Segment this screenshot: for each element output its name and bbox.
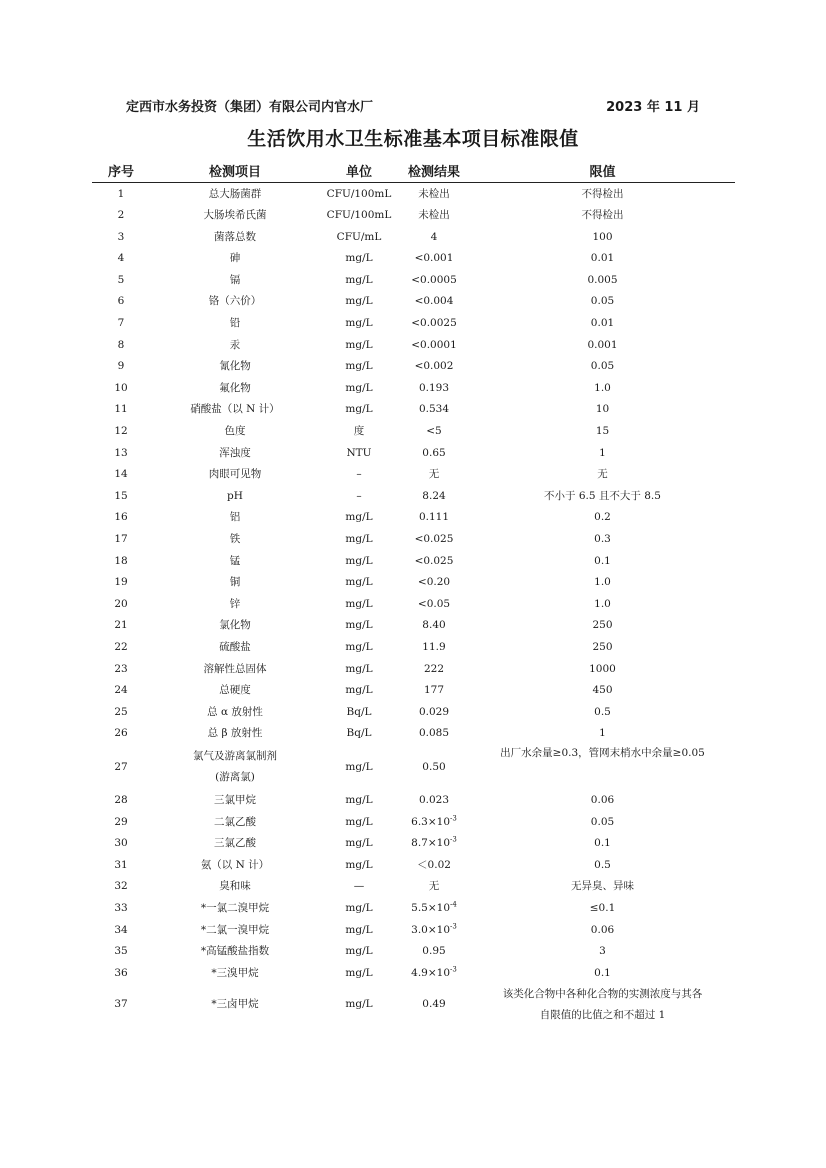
row-item: 二氯乙酸 [214, 815, 256, 828]
row-item: 铅 [229, 317, 241, 330]
row-result: 11.9 [422, 640, 446, 653]
row-unit: mg/L [345, 597, 373, 610]
row-number: 37 [114, 998, 128, 1011]
row-number: 18 [114, 554, 128, 567]
row-item: 铁 [229, 533, 241, 545]
row-item: pH [227, 489, 243, 502]
row-limit: 无 [597, 468, 608, 481]
row-unit: Bq/L [346, 705, 372, 718]
table-row [92, 205, 735, 227]
row-number: 2 [117, 209, 125, 222]
row-result: <5 [426, 425, 442, 438]
row-unit: mg/L [345, 815, 373, 828]
row-number: 9 [117, 360, 125, 373]
row-unit: — [353, 880, 365, 893]
table-row [92, 593, 735, 615]
row-item: 锰 [229, 554, 241, 567]
row-number: 28 [114, 793, 128, 806]
row-limit: 250 [592, 619, 613, 632]
row-number: 26 [114, 727, 128, 740]
table-row [92, 507, 735, 529]
table-row [92, 572, 735, 594]
row-item: 镉 [229, 273, 241, 286]
row-number: 27 [114, 760, 128, 773]
table-row [92, 876, 735, 898]
table-row [92, 442, 735, 464]
row-result: <0.0005 [411, 273, 457, 286]
row-limit: 100 [592, 230, 613, 243]
table-row [92, 811, 735, 833]
row-number: 19 [114, 576, 128, 589]
row-item: 铜 [229, 576, 241, 589]
report-date: 2023 年 11 月 [606, 100, 700, 115]
row-result: <0.004 [414, 295, 454, 308]
row-item: 三氯乙酸 [214, 837, 256, 850]
result-mantissa: 3.0×10 [411, 923, 451, 936]
row-item: *一氯二溴甲烷 [200, 901, 270, 914]
result-mantissa: 4.9×10 [411, 966, 451, 979]
row-item: *三卤甲烷 [211, 998, 259, 1011]
row-item: 硝酸盐（以 N 计） [190, 403, 280, 416]
row-unit: mg/L [345, 554, 373, 567]
table-row [92, 529, 735, 551]
row-limit: 不小于 6.5 且不大于 8.5 [544, 489, 661, 502]
row-item: *三溴甲烷 [211, 966, 259, 979]
table-row [92, 269, 735, 291]
row-result [398, 833, 470, 855]
row-result: <0.025 [414, 533, 454, 545]
row-result [398, 897, 470, 919]
row-unit: mg/L [345, 837, 373, 850]
row-result: 未检出 [418, 187, 450, 200]
row-number: 8 [117, 338, 125, 351]
row-unit: mg/L [345, 317, 373, 330]
row-number: 30 [114, 837, 128, 850]
organization-name: 定西市水务投资（集团）有限公司内官水厂 [126, 100, 374, 115]
row-number: 6 [117, 295, 125, 308]
row-limit: 1.0 [594, 597, 611, 610]
row-item: 汞 [229, 338, 241, 351]
row-item: 总硬度 [219, 684, 251, 697]
row-result [398, 919, 470, 941]
table-row [92, 313, 735, 335]
result-exponent: -3 [450, 814, 457, 823]
row-item: 铬（六价） [208, 295, 262, 308]
table-row [92, 377, 735, 399]
row-item: 硫酸盐 [219, 640, 251, 653]
row-result: 0.023 [418, 793, 450, 806]
row-result: <0.20 [417, 576, 451, 589]
table-row [92, 226, 735, 248]
row-unit: mg/L [345, 662, 373, 675]
row-number: 35 [114, 945, 128, 958]
row-number: 16 [114, 511, 128, 524]
table-row [92, 658, 735, 680]
table-row [92, 962, 735, 984]
report-header [126, 96, 700, 116]
result-exponent: -4 [450, 900, 457, 909]
result-exponent: -3 [450, 922, 457, 930]
row-limit: 0.005 [587, 273, 618, 286]
row-unit: mg/L [345, 858, 373, 871]
header-result: 检测结果 [398, 158, 470, 183]
row-unit: mg/L [345, 684, 373, 697]
row-result: 0.65 [422, 446, 446, 459]
table-row [92, 334, 735, 356]
row-unit: mg/L [345, 576, 373, 589]
row-unit: mg/L [345, 945, 373, 958]
row-result: 0.534 [418, 403, 450, 416]
row-unit: mg/L [345, 295, 373, 308]
row-limit: 0.05 [590, 295, 615, 308]
row-result [398, 962, 470, 984]
row-unit: mg/L [345, 273, 373, 286]
row-unit: mg/L [345, 511, 373, 524]
row-item: 氰化物 [219, 360, 251, 373]
row-unit: CFU/mL [336, 230, 382, 243]
row-result: <0.0025 [411, 317, 457, 330]
row-number: 34 [114, 923, 128, 936]
row-unit: mg/L [345, 403, 373, 416]
table-row [92, 421, 735, 443]
row-result [398, 811, 470, 833]
table-row [92, 854, 735, 876]
table-row [92, 680, 735, 702]
row-result: 未检出 [418, 209, 450, 222]
table-row [92, 636, 735, 658]
row-result: 177 [423, 684, 445, 697]
row-item: 臭和味 [219, 880, 251, 893]
header-item: 检测项目 [150, 158, 320, 183]
row-result: 0.085 [418, 727, 450, 740]
row-number: 1 [117, 187, 125, 200]
row-limit: 不得检出 [581, 209, 624, 222]
row-unit: 度 [353, 425, 365, 438]
row-item: 锌 [229, 597, 241, 610]
row-unit: mg/L [345, 998, 373, 1011]
row-item: 氯化物 [219, 619, 251, 632]
row-result: 0.95 [422, 945, 446, 958]
row-item: 氟化物 [219, 381, 251, 394]
row-limit: 0.05 [590, 815, 615, 828]
row-limit: 0.05 [590, 360, 615, 373]
row-result: 0.193 [418, 381, 450, 394]
row-item [150, 744, 320, 789]
row-item-line: 氯气及游离氯制剂 [193, 749, 277, 762]
row-item: 总大肠菌群 [208, 187, 262, 200]
row-result: 0.49 [422, 998, 446, 1011]
row-unit: mg/L [345, 640, 373, 653]
row-item: *高锰酸盐指数 [200, 945, 270, 958]
row-number: 15 [114, 489, 128, 502]
row-number: 5 [117, 273, 125, 286]
row-unit: mg/L [345, 923, 373, 936]
row-result: <0.002 [414, 360, 454, 373]
table-row [92, 984, 735, 1026]
table-row [92, 399, 735, 421]
table-row [92, 919, 735, 941]
row-result: 无 [428, 468, 440, 481]
row-unit: mg/L [345, 252, 373, 265]
row-item: 总 α 放射性 [207, 705, 263, 718]
row-item: 铝 [229, 511, 241, 524]
row-number: 12 [114, 425, 128, 438]
row-item: *二氯一溴甲烷 [200, 923, 270, 936]
table-row [92, 744, 735, 789]
row-limit: 不得检出 [581, 187, 624, 200]
row-number: 21 [114, 619, 128, 632]
row-number: 22 [114, 640, 128, 653]
row-unit: mg/L [345, 533, 373, 545]
row-number: 11 [114, 403, 128, 416]
row-unit: mg/L [345, 338, 373, 351]
result-mantissa: 8.7×10 [411, 837, 451, 850]
row-limit: 1.0 [594, 381, 611, 394]
result-mantissa: 6.3×10 [411, 815, 451, 828]
row-limit: 250 [592, 640, 613, 653]
row-limit: 10 [595, 403, 610, 416]
row-number: 24 [114, 684, 128, 697]
results-table [92, 158, 735, 1026]
result-exponent: -3 [450, 965, 457, 974]
row-item: 砷 [229, 252, 241, 265]
row-limit: 无异臭、异味 [571, 880, 634, 893]
row-result: 8.40 [422, 619, 446, 632]
row-limit: 1 [599, 727, 606, 740]
row-result: <0.001 [414, 252, 454, 265]
row-unit: Bq/L [346, 727, 372, 740]
row-limit: 0.5 [594, 858, 611, 871]
row-limit: 0.06 [590, 923, 615, 936]
row-limit-line: 该类化合物中各种化合物的实测浓度与其各 [502, 987, 703, 1000]
row-item: 氨（以 N 计） [200, 858, 270, 871]
row-result: <0.0001 [411, 338, 457, 351]
header-limit: 限值 [470, 158, 735, 183]
row-number: 4 [117, 252, 125, 265]
row-limit: 0.3 [594, 533, 611, 545]
table-row [92, 248, 735, 270]
table-row [92, 833, 735, 855]
row-result: 222 [423, 662, 445, 675]
row-number: 33 [114, 901, 128, 914]
row-limit: 0.001 [587, 338, 618, 351]
row-limit [470, 984, 735, 1026]
row-result: ＜0.02 [417, 858, 451, 871]
row-number: 29 [114, 815, 128, 828]
row-number: 25 [114, 705, 128, 718]
row-unit: mg/L [345, 966, 373, 979]
row-result: 8.24 [422, 489, 446, 502]
row-unit: mg/L [345, 760, 373, 773]
table-row [92, 897, 735, 919]
result-mantissa: 5.5×10 [411, 901, 451, 914]
row-result: <0.025 [414, 554, 454, 567]
row-limit: 15 [595, 425, 610, 438]
row-limit: 0.06 [590, 793, 615, 806]
row-unit: NTU [346, 446, 372, 459]
row-number: 23 [114, 662, 128, 675]
table-row [92, 550, 735, 572]
row-limit: 0.2 [594, 511, 611, 524]
row-unit: mg/L [345, 619, 373, 632]
header-unit: 单位 [320, 158, 398, 183]
row-number: 20 [114, 597, 128, 610]
row-limit: ≤0.1 [589, 901, 616, 914]
table-row [92, 723, 735, 745]
row-limit-line: 自限值的比值之和不超过 1 [539, 1008, 666, 1021]
table-row [92, 941, 735, 963]
row-limit: 0.01 [590, 252, 615, 265]
row-result: 0.111 [418, 511, 450, 524]
row-result: 无 [428, 880, 440, 893]
table-row [92, 615, 735, 637]
row-limit: 3 [599, 945, 606, 958]
row-item: 浑浊度 [219, 446, 251, 459]
row-number: 13 [114, 446, 128, 459]
row-result: <0.05 [417, 597, 451, 610]
table-body [92, 183, 735, 1026]
row-item: 菌落总数 [214, 230, 256, 243]
row-number: 7 [117, 317, 125, 330]
row-unit: CFU/100mL [326, 187, 392, 200]
row-number: 32 [114, 880, 128, 893]
row-limit: 出厂水余量≥0.3，管网末梢水中余量≥0.05 [500, 747, 705, 760]
row-number: 31 [114, 858, 128, 871]
table-row [92, 291, 735, 313]
row-unit: mg/L [345, 360, 373, 373]
row-unit: mg/L [345, 381, 373, 394]
row-number: 3 [117, 230, 125, 243]
row-limit: 0.1 [594, 837, 611, 850]
table-header-row [92, 158, 735, 183]
table-row [92, 356, 735, 378]
row-item: 肉眼可见物 [208, 468, 262, 481]
table-row [92, 701, 735, 723]
row-item: 大肠埃希氏菌 [203, 209, 267, 222]
row-item: 总 β 放射性 [207, 727, 263, 740]
row-unit: CFU/100mL [326, 209, 392, 222]
row-result: 0.50 [422, 760, 446, 773]
row-number: 17 [114, 533, 128, 545]
table-row [92, 485, 735, 507]
row-limit: 0.01 [590, 317, 615, 330]
row-number: 10 [114, 381, 128, 394]
row-limit: 450 [592, 684, 613, 697]
table-row [92, 789, 735, 811]
row-result: 0.029 [418, 705, 450, 718]
row-number: 36 [114, 966, 128, 979]
row-limit: 1000 [589, 662, 616, 675]
row-number: 14 [114, 468, 128, 481]
row-item: 溶解性总固体 [203, 662, 267, 675]
row-item: 三氯甲烷 [214, 793, 256, 806]
table-row [92, 183, 735, 205]
row-item: 色度 [224, 425, 246, 438]
row-limit: 1.0 [594, 576, 611, 589]
row-unit: mg/L [345, 901, 373, 914]
result-exponent: -3 [450, 835, 457, 844]
document-title: 生活饮用水卫生标准基本项目标准限值 [247, 128, 579, 150]
row-limit: 0.1 [594, 966, 611, 979]
row-unit: – [356, 489, 362, 502]
row-result: 4 [430, 230, 438, 243]
row-limit: 0.1 [594, 554, 611, 567]
header-no: 序号 [92, 158, 150, 183]
row-limit: 1 [599, 446, 606, 459]
row-unit: mg/L [345, 793, 373, 806]
row-item-line: (游离氯) [215, 770, 255, 783]
row-unit: – [356, 468, 362, 481]
row-limit: 0.5 [594, 705, 611, 718]
table-row [92, 464, 735, 486]
